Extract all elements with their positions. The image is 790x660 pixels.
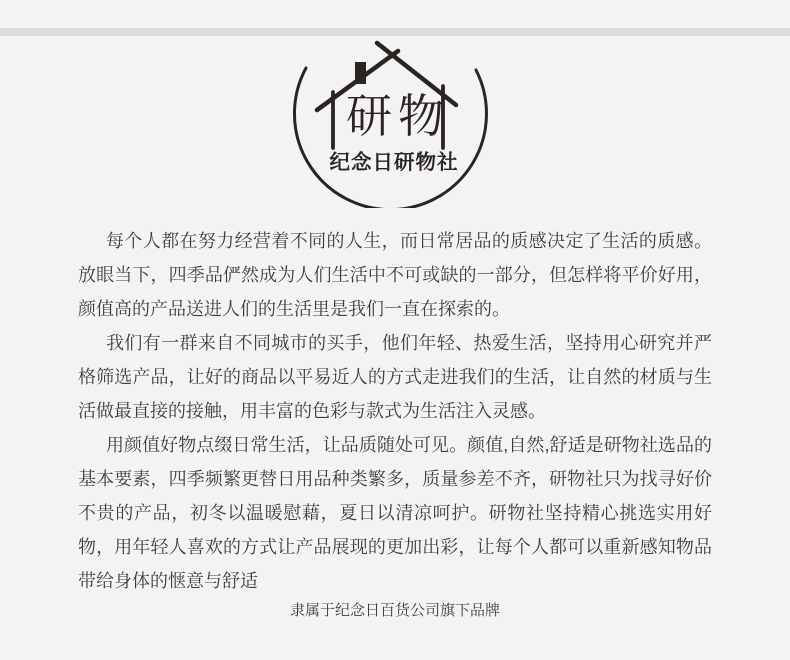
intro-paragraph-3: 用颜值好物点缀日常生活，让品质随处可见。颜值,自然,舒适是研物社选品的基本要素，四季频繁更替日用品种类繁多，质量参差不齐，研物社只为找寻好价不贵的产品，初冬以温暖慰藉，夏日以清凉呵护。研物社坚持精心挑选实用好物，用年轻人喜欢的方式让产品展现的更加出彩，让每个人都可以重新感知物品带给身体的惬意与舒适	[78, 435, 712, 591]
logo-sub-text: 纪念日研物社	[329, 151, 459, 174]
page-edge-top	[0, 28, 790, 36]
intro-paragraph-2: 我们有一群来自不同城市的买手，他们年轻、热爱生活，坚持用心研究并严格筛选产品，让好的商品以平易近人的方式走进我们的生活，让自然的材质与生活做最直接的接触，用丰富的色彩与款式为生活注入灵感。	[78, 333, 712, 421]
logo-main-text: 研物	[346, 89, 450, 143]
brand-affiliation-note: 隶属于纪念日百货公司旗下品牌	[289, 602, 500, 619]
brand-logo	[285, 28, 505, 208]
intro-paragraph-1: 每个人都在努力经营着不同的人生，而日常居品的质感决定了生活的质感。放眼当下，四季品俨然成为人们生活中不可或缺的一部分，但怎样将平价好用，颜值高的产品送进人们的生活里是我们一直在探索的。	[78, 231, 712, 319]
brand-intro-page	[0, 28, 790, 660]
brand-introduction	[78, 224, 712, 598]
house-with-chimney-in-circle-icon	[285, 28, 505, 208]
